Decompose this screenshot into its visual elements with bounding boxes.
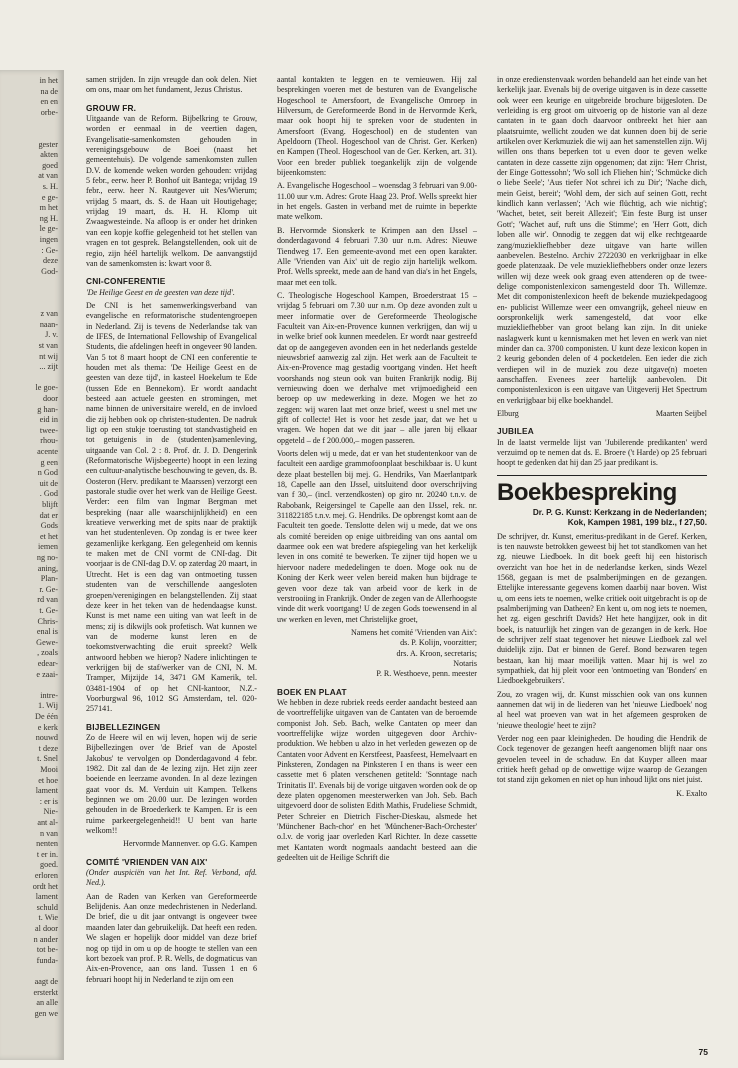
edge-text-line: erloren [34,871,58,880]
boek-en-plaat-body: We hebben in deze rubriek reeds eerder aandacht besteed aan de voortreffelijke uitgaven van de Cantaten van de beroemde componist Joh. Seb. Bach, welke Cantaten op meer dan voortreffelijke wijze worden uitgegeven door Archiv-produktion. We hebben u alzo in het verleden gewezen op de Cantaten voor Advent en Kerstfeest, Paasfeest, Hemelvaart en Pinksteren, Zondagen na Pinksteren I en thans is weer een cassette met 6 platen verschenen getiteld: 'Sonntage nach Trinitatis II'. Evenals bij de vorige uitgaven worden ook de op deze platen opgenomen meesterwerken van Joh. Seb. Bach uitgevoerd door de solisten Edith Mathis, Frudeliese Schmidt, Peter Schreier en Dietrich Fischer-Dieskau, alsmede het 'Münchener Bach-chor' en het 'Münchener-Bach-Orchester' o.l.v. de vorig jaar overleden Karl Richter. In deze cassette met Kantaten wordt nogmaals aandacht besteed aan die gedeelten uit de Heilige Schrift die [277,697,477,863]
edge-text-line: et hoe [38,775,58,785]
edge-text-line: n ander [33,934,58,944]
review-signature: K. Exalto [676,788,707,798]
bijbellezingen-signature: Hervormde Mannenver. op G.G. Kampen [123,839,257,849]
page-number: 75 [698,1047,708,1057]
edge-text-line: iemen [37,542,58,552]
comite-body: Aan de Raden van Kerken van Gereformeerde Belijdenis. Aan onze medechristenen in Nederland. De brief, die u dit jaar ontvangt is ongeveer twee maanden later dan gebruikelijk. Dat heeft een reden. We slagen er hopelijk door middel van deze brief nog op tijd in om u op de hoogte te stellen van een kort bezoek van prof. P. R. Wells, de dogmaticus van Aix-en-Provence, aan ons land. Tussen 1 en 6 februari hoopt hij in Nederland te zijn om een [86,891,257,984]
edge-text-line: z van [40,309,58,319]
heading-grouw: GROUW FR. [86,102,137,113]
adjacent-page-edge [0,70,64,1060]
edge-text-line: st van [38,341,58,350]
edge-text-line: twee- [39,425,58,435]
edge-text-line: aagt de [34,977,58,986]
aix-paragraph-b: B. Hervormde Sionskerk te Krimpen aan den IJssel – donderdagavond 4 februari 7.30 uur n.m. Adres: Nieuwe Tiendweg 17. Een gemeente-avond met een open karakter. Alle 'Vrienden van Aix' uit de regio zijn hartelijk welkom. Prof. Wells spreekt, mede aan de hand van dia's in het Engels, maar met een tolk. [277,225,477,287]
aix-sign-line-1: Namens het comité 'Vrienden van Aix': [351,627,477,637]
review-question: Zou, zo vragen wij, dr. Kunst misschien ook van ons kunnen aannemen dat wij in de liederen van het 'nieuwe Liedboek' nog al heel wat proeven van wat in het afgemeen gesproken de 'nieuwe theologie' heet te zijn? [497,689,707,730]
edge-text-line: , zoals [37,648,58,658]
edge-text-line: al door [35,924,58,933]
cantaten-body: in onze eredienstenvaak worden behandeld aan het einde van het kerkelijk jaar. Evenals bij de overige uitgaven is in deze cassette ook weer een keurige en uitgebreide brochure bijgesloten. De verleiding is erg groot om uitvoerig op de historie van al deze cantaten in te gaan doch daarvoor ontbreekt het hier aan plaatsruimte, wellicht zouden we dat kunnen doen bij de serie artikelen over Kerkmuziek die wij aan het samenstellen zijn. Wij willen ons thans beperken tot u even door te geven welke cantaten in deze cassette zijn opgenomen; dat zijn: 'Herr Christ, der Einge Gottessohn'; 'Wo soll ich Fliehen hin'; 'Schmücke dich o liebe Seele'; 'Aus tiefer Not schrei ich zu Dir'; 'Nache dich, mein Geist, bereit'; 'Wohl dem, der sich auf seinen Gott, recht kindlich kann verlassen'; 'Ach wie flüchtig, ach wie nichtig'; 'Wachet, betet, seit bereit Allezeit'; 'Ein feste Burg ist unser Gott'; 'Wachet auf, ruft uns die Stimme'; en 'Herr Gott, dich loben alle wir'. Onnodig te zeggen dat wij elke rechtgeaarde zang/muziekliefhebber deze uitgave van harte willen aanbevelen. Bestelno. Archiv 2722030 en verkrijgbaar in elke goede platenzaak. De vele muziekliefhebbers onder onze lezers willen wij deze week ook graag even attenderen op de twee-delige componistenlexicon samengesteld door Th. Willemze. Met dit componistenlexicon heeft de bekende muziekpedagoog en- publicist Willemze weer een omvangrijk, geheel nieuw en oorspronkelijk werk samengesteld, dat voor elke muziekliefhebber van groot belang kan zijn. In dit unieke naslagwerk kunt u kennismaken met het leven en werk van niet minder dan ca. 3700 componisten. U kunt deze lexicon kopen in 2 keurig gebonden delen of 4 pocketdelen. Een ieder die zich verdiepen wil in de muziek zou deze uitgave(n) moeten aanschaffen. Evenees zeer hartelijk aanbevolen. Dit componistenlexicon is een uitgave van Uitgeverij Het Spectrum en verkrijgbaar bij elke boekhandel. [497,75,707,405]
edge-text-line: at van [38,171,58,181]
edge-text-line: intre- [40,690,58,700]
edge-text-line: . God [39,489,58,499]
edge-text-line: God- [41,266,58,276]
col1-intro: samen strijden. In zijn vreugde dan ook delen. Niet om ons, maar om het fundament, Jezus Christus. [86,75,257,95]
edge-text-line: goed [42,160,58,170]
edge-text-line: t. Wie [38,913,58,923]
cni-subtitle: 'De Heilige Geest en de geesten van deze tijd'. [86,287,235,297]
edge-text-line: e kerk [37,722,58,732]
edge-text-line: n God [37,468,58,478]
edge-text-line: : Ge- [41,245,58,255]
heading-boek-en-plaat: BOEK EN PLAAT [277,686,347,697]
edge-text-line: blijft [42,500,58,509]
heading-comite-aix: COMITÉ 'VRIENDEN VAN AIX' [86,856,208,867]
edge-text-line: n van [40,828,58,838]
edge-text-line: m het [39,203,58,213]
aix-paragraph-c: C. Theologische Hogeschool Kampen, Broederstraat 15 – vrijdag 5 februari om 7.30 uur n.m. Op deze avonden zult u meer informatie over de Gereformeerde Theologische Faculteit van Aix-en-Provence kunnen verkrijgen, dan wij u in welke brief ook kunnen meedelen. Er wordt naar gestreefd dat op de aangegeven avonden een in het nederlands gestelde nieuwsbrief aanwezig zal zijn. Het werk aan de Faculteit te Aix-en-Provence mag gestadig voortgang vinden. Het heeft voorshands nog steun ook van buiten Frankrijk nodig. Bij vernieuwing doen we derhalve met vrijmoedigheid een beroep op uw medewerking in deze. Mogen we het zo zeggen: wij waren laat met onze brief, weest u snel met uw gift of collecte! Het is voor het zesde jaar, dat we het u vragen. We hopen dat we dit jaar – alle jaren bij elkaar opgeteld – de f 200.000,– mogen passeren. [277,290,477,445]
aix-paragraph-record: Voorts delen wij u mede, dat er van het studentenkoor van de faculteit een aardige grammofoonplaat beschikbaar is. U kunt deze plaat bestellen bij mej. G. Hendriks, Van Maerlantpark 18, Capelle aan den IJssel, uitsluitend door overschrijving van f 30,– (incl. verzendkosten) op giro nr. 20240 t.n.v. de Rabobank, Reigersingel te Capelle aan den IJssel, rek. nr. 311822185 t.n.v. mej. G. Hendriks. De opbrengst komt aan de Faculteit ten goede. Tenslotte delen wij u mede, dat we ons als comité bereiden op enige uitbreiding van ons aantal om daarmee ook een wat bredere afspiegeling van het kerkelijk leven in ons comité te bewerken. Te zijner tijd hopen we u hiervoor nadere mededelingen te doen. Moge ook nu de Koning der Kerk weer velen bereid maken hun bijdrage te geven voor deze tak van arbeid voor de kerk in de verstrooiing in Frankrijk. Onder de zegen van de Allerhoogste vinde dit werk voortgang! U de zegen Gods toewensend in al uw werken en leven, met Christelijke groet, [277,449,477,624]
edge-text-line: orbe- [40,107,58,117]
edge-text-line: gester [38,139,58,149]
heading-jubilea: JUBILEA [497,426,534,437]
edge-text-line: en en [40,97,58,107]
grouw-body: Uitgaande van de Reform. Bijbelkring te Grouw, worden er eenmaal in de veertien dagen, Evangelisatie-samenkomsten gehouden in verenigingsgebouw de Boei (naast het gemeentehuis). De volgende samenkomsten zullen D.V. de komende weken worden gehouden: vrijdag 5 febr., eerw. heer P. Bonhof uit Bantega; vrijdag 19 febr., eerw. heer N. Rautgever uit Nes/Wierum; vrijdag 5 maart, ds. S. de Haan uit Houtigehage; vrijdag 19 maart, ds. H. H. Klomp uit Zwaagwesteinde. Na afloop is er onder het drinken van een kopje koffie gelegenheid tot het stellen van vragen en tot gesprek. Belangstellenden, ook uit de regio, zijn héél hartelijk welkom. De aanvangstijd van de samenkomsten is: kwart voor 8. [86,114,257,268]
edge-text-line: ant al- [37,818,58,827]
edge-text-line: akten [40,150,58,160]
edge-text-line: in het [39,76,58,85]
aix-sign-line-4: Notaris [453,658,477,668]
edge-text-line: acente [37,447,58,456]
column-3 [497,75,707,1060]
edge-text-line: ordt het [32,881,58,891]
edge-text-line: eid in [39,415,58,425]
aix-paragraph-1: aantal kontakten te leggen en te vernieuwen. Hij zal besprekingen voeren met de besturen van de Evangelische Hogeschool te Amersfoort, de Evangelische Omroep in Hilversum, de Gereformeerde Bond in de Hervormde Kerk, maar ook hoopt hij te spreken voor de studenten in Amersfoort (Evang. Hogeschool) en de studenten van Apeldoorn (Theol. Hogeschool van de Christ. Ger. Kerken) en Kampen (Theol. Hogeschool van de Ger. Kerken, art. 31). Voor een breder publiek toegankelijk zijn de volgende bijeenkomsten: [277,75,477,178]
edge-text-line: Plan- [40,574,58,584]
edge-text-line: t er in. [36,849,58,859]
edge-text-line: door [42,394,58,403]
edge-text-line: Chris- [37,616,58,626]
signature-place: Elburg [497,409,519,418]
edge-text-line: gen we [34,1008,58,1018]
aix-paragraph-a: A. Evangelische Hogeschool – woensdag 3 februari van 9.00-11.00 uur v.m. Adres: Grote Haag 23. Prof. Wells spreekt hier in het engels. Gasten in verband met de ruimte in beperkte mate welkom. [277,181,477,222]
edge-text-line: De één [35,712,58,721]
edge-text-line: g han- [37,404,58,414]
cni-body: De CNI is het samenwerkingsverband van evangelische en reformatorische studentengroepen in Nederland. Zij is tevens de Nederlandse tak van de IFES, de International Fellowship of Evangelical Students, die afdelingen heeft in ongeveer 90 landen. Van 5 tot 8 maart hoopt de CNI een conferentie te houden met als thema: 'De Heilige Geest en de geesten van deze tijd', in kasteel Hoekelum te Ede (tussen Ede en Bennekom). Er wordt aandacht besteed aan actuele geesten en stromingen, met name binnen de universitaire wereld, en de invloed die zij hebben ook op christen-studenten. De nadruk ligt op een stukje toerusting tot standvastigheid en tot getuigenis in de (studenten)samenleving, uitgaande van Col. 2 : 8. Prof. dr. J. D. Dengerink (Reformatorische Wijsbegeerte) hoopt in een lezing een cultuur-analytische beschouwing te geven, ds. B. Oosteron (Herv. predikant te Maarssen) verzorgt een pastorale studie over het werk van de Heilige Geest. Verder: een film van Ingmar Bergman met bespreking (naar alle waarschijnlijkheid) en een kreatieve verwerking met de spits naar de praktijk van het studentenleven. Op zondag is er twee keer gezamenlijke kerkgang. Een gelegenheid om kennis te maken met de CNI vormt de CNI-dag. Dit voorjaar is de CNI-dag D.V. op zaterdag 20 maart, in Utrecht. Het is een dag van ontmoeting tussen studenten van de verschillende aangesloten groepen/verenigingen en belangstellenden. Zij staat deze keer in het teken van de hedendaagse kunst. Kunst is met name een uiting van wat leeft in de mens; zij is dikwijls ook profetisch. Wat kunnen we van de moderne kunst leren en de toekomstverwachting die eruit spreekt? Welk antwoord hebben we hierop? Nadere inlichtingen te verkrijgen bij de staf/werker van de CNI, N. M. Tramper, Mijzijde 14, 3471 GM Kamerik, tel. 03481-1904 of op het CNI-kantoor, N.Z.-Voorburgwal 96, 1012 SG Amsterdam, tel. 020-257141. [86,300,257,714]
edge-text-line: nt wij [39,351,58,361]
edge-text-line: Gewe- [36,637,58,647]
boekbespreking-title: Boekbespreking [497,478,677,506]
edge-text-line: le goe- [35,383,58,393]
edge-text-line: na de [40,86,58,96]
book-reference: Dr. P. G. Kunst: Kerkzang in de Nederlanden; Kok, Kampen 1981, 199 blz., f 27,50. [532,507,707,528]
edge-text-line: dat er [39,510,58,520]
section-divider [497,475,707,476]
edge-text-line: e zaai- [36,669,58,679]
edge-text-line: Mooi [40,765,58,774]
edge-text-line: aning, [37,563,58,573]
column-1 [86,75,257,1060]
edge-text-line: lament [35,786,58,796]
column-2 [277,75,477,1060]
bijbellezingen-body: Zo de Heere wil en wij leven, hopen wij de serie Bijbellezingen over 'de Brief van de Apostel Jakobus' te vervolgen op Donderdagavond 4 febr. 1982. Dit zal dan de 4e lezing zijn. Het zijn zeer boeiende en leerzame avonden. In al deze lezingen gaat voor ds. M. Verduin uit Kampen. Telkens beginnen we om 20.00 uur. De lezingen worden gehouden in de Broederkerk te Kampen. Er is een ruime parkeergelegenheid!! U bent van harte welkom!! [86,732,257,836]
aix-sign-line-5: P. R. Westhoeve, penn. meester [376,669,477,679]
edge-text-line: Gods [40,521,58,531]
edge-text-line: nenten [36,839,58,849]
edge-text-line: : er is [39,796,58,806]
signature-name: Maarten Seijbel [655,409,707,418]
review-body: De schrijver, dr. Kunst, emeritus-predikant in de Geref. Kerken, is ten nauwste betrokken geweest bij het tot standkomen van het zg. nieuwe Liedboek. In dit boek geeft hij een historisch overzicht van hoe het in de nederlandse kerken, sinds Wezel 1568, gegaan is met de psalmberijmingen en de gezangen. Ettelijke interessante gegevens komen daarbij naar boven. Wist u, om eens iets te noemen, welke critiek ooit uitgebracht is op de psalmberijming van Datheen? En kent u, om nog iets te noemen, het zg. eigen geschrift Davids? Het hete hangijzer, ook in dit boek, is natuurlijk het zingen van de gezangen in de kerk. Hoe de schrijver zelf staat tegenover het nieuwe Liedboek zal wel duidelijk zijn. Dat er binnen de Geref. Bond bezwaren tegen bestaan, kan hij maar moeilijk vatten. Maar hij is wel zo sympathiek, dat hij pleit voor een 'ontmoeting van 'Bonders' en Liedboekgebruikers'. [497,531,707,686]
edge-text-line: g een [40,457,58,467]
edge-text-line: schuld [36,902,58,912]
edge-text-line: ingen [39,235,58,244]
edge-text-line: edear- [37,659,58,668]
edge-text-line: ... zijt [39,362,58,372]
comite-subtitle: (Onder auspiciën van het Int. Ref. Verbond, afd. Ned.). [86,868,257,888]
cantaten-signature [497,409,707,419]
edge-text-line: J. v. [45,330,58,340]
edge-text-line: s. H. [42,182,58,191]
edge-text-line: ng H. [39,213,58,223]
edge-text-line: t. Ge- [39,606,58,615]
edge-text-line: t deze [38,743,58,753]
aix-sign-line-2: ds. P. Kolijn, voorzitter; [400,638,477,648]
edge-text-line: et het [40,531,58,541]
edge-text-line: goed. [40,860,58,870]
edge-text-line: naan- [39,319,58,329]
heading-cni-conferentie: CNI-CONFERENTIE [86,276,166,287]
edge-text-line: t. Snel [37,754,58,764]
edge-text-line: uit de [39,478,58,488]
edge-text-line: tot be- [36,945,58,955]
edge-text-line: an alle [36,998,58,1008]
edge-text-line: nouwd [35,733,58,743]
edge-text-line: enal is [36,627,58,637]
edge-text-line: ersterkt [33,987,58,997]
aix-sign-line-3: drs. A. Kroon, secretaris; [396,648,477,658]
edge-text-line: ng no- [36,553,58,562]
edge-text-line: r. Ge- [39,584,58,594]
edge-text-line: Nie- [43,807,58,817]
edge-text-line: lament [35,892,58,902]
review-remarks: Verder nog een paar kleinigheden. De houding die Hendrik de Cock tegenover de gezangen heeft aangenomen blijft naar ons gevoelen teveel in de schaduw. En dat Kuyper alleen maar critiek heeft gehad op de onwettige wijze waarop de Gezangen tot stand zijn gekomen en niet op hun inhoud lijkt ons niet juist. [497,734,707,785]
edge-text-line: rd van [37,595,58,605]
edge-text-line: e ge- [41,192,58,202]
edge-text-line: rhou- [40,436,58,446]
jubilea-body: In de laatst vermelde lijst van 'Jubilerende predikanten' werd verzuimd op te nemen dat ds. E. Broere ('t Harde) op 25 februari hoopt te gedenken dat hij dan 25 jaar predikant is. [497,437,707,468]
edge-text-line: 1. Wij [38,701,58,711]
edge-text-line: le ge- [39,224,58,234]
heading-bijbellezingen: BIJBELLEZINGEN [86,721,161,732]
edge-text-line: deze [43,256,58,266]
edge-text-line: funda- [36,955,58,965]
